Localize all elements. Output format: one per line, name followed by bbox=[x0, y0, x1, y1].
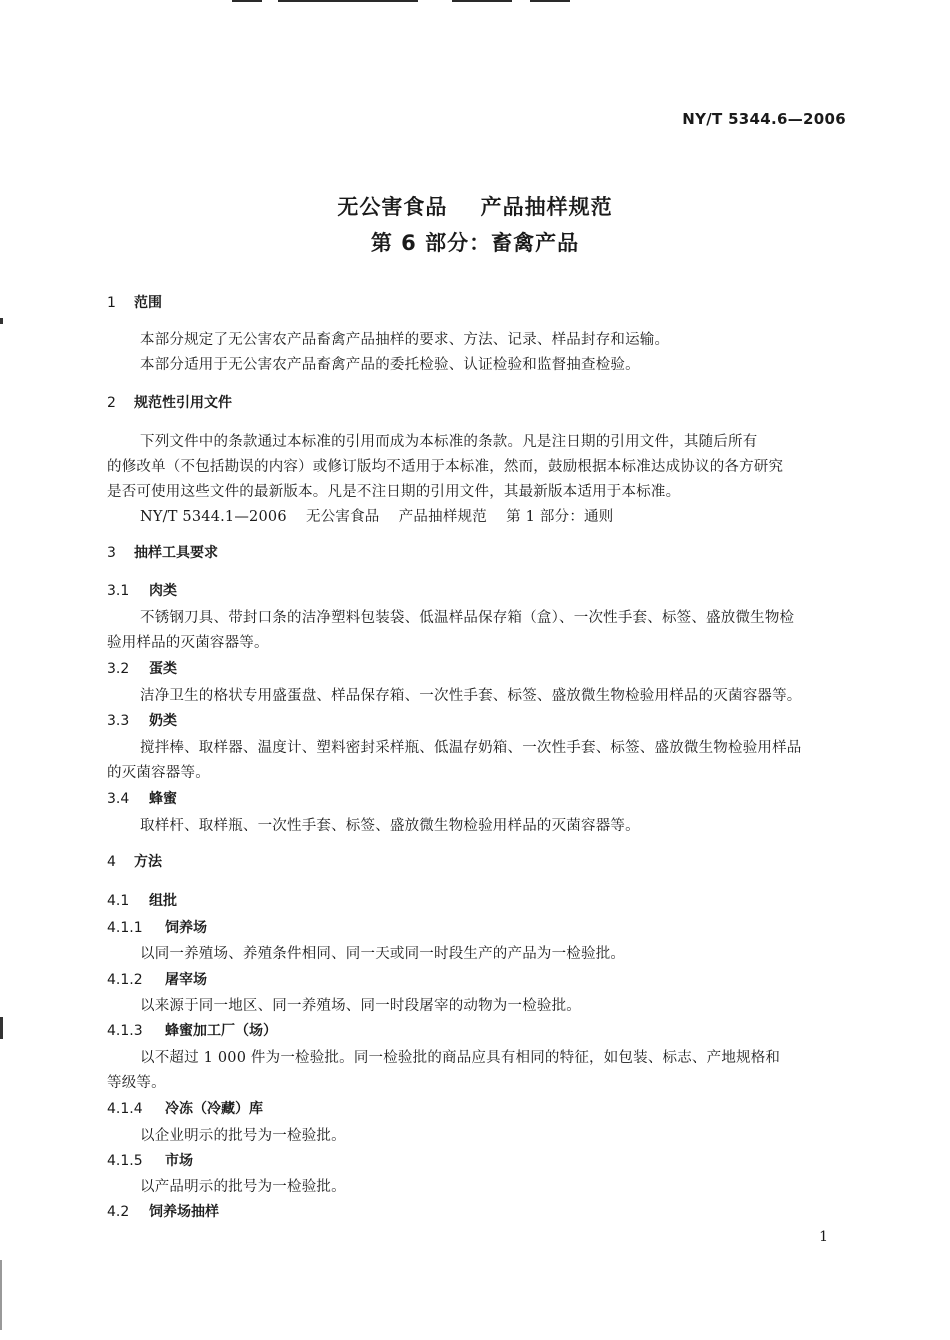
paragraph: 洁净卫生的格状专用盛蛋盘、样品保存箱、一次性手套、标签、盛放微生物检验用样品的灭菌容器等。 bbox=[140, 688, 802, 704]
subsection-heading-4-1-1: 4.1.1 饲养场 bbox=[107, 920, 207, 936]
paragraph: 下列文件中的条款通过本标准的引用而成为本标准的条款。凡是注日期的引用文件，其随后所有 bbox=[140, 434, 758, 450]
subsection-heading-3-4: 3.4 蜂蜜 bbox=[107, 791, 177, 807]
subsection-heading-4-1: 4.1 组批 bbox=[107, 893, 177, 909]
paragraph: 是否可使用这些文件的最新版本。凡是不注日期的引用文件，其最新版本适用于本标准。 bbox=[107, 484, 681, 500]
paragraph: 验用样品的灭菌容器等。 bbox=[107, 635, 269, 651]
paragraph: 以企业明示的批号为一检验批。 bbox=[140, 1128, 346, 1144]
paragraph: 等级等。 bbox=[107, 1075, 166, 1091]
standard-code: NY/T 5344.6—2006 bbox=[682, 110, 846, 128]
document-subtitle: 第 6 部分：畜禽产品 bbox=[370, 231, 580, 255]
scan-artifact-top bbox=[452, 0, 512, 2]
paragraph: 以来源于同一地区、同一养殖场、同一时段屠宰的动物为一检验批。 bbox=[140, 998, 581, 1014]
section-heading-2: 2 规范性引用文件 bbox=[107, 395, 232, 411]
subsection-heading-4-1-4: 4.1.4 冷冻（冷藏）库 bbox=[107, 1101, 263, 1117]
normative-reference: NY/T 5344.1—2006 无公害食品 产品抽样规范 第 1 部分：通则 bbox=[140, 509, 614, 525]
subsection-heading-4-1-2: 4.1.2 屠宰场 bbox=[107, 972, 207, 988]
scan-artifact-top bbox=[232, 0, 262, 2]
subsection-heading-4-1-3: 4.1.3 蜂蜜加工厂（场） bbox=[107, 1023, 277, 1039]
paragraph: 的修改单（不包括勘误的内容）或修订版均不适用于本标准，然而，鼓励根据本标准达成协议的各方研究 bbox=[107, 459, 784, 475]
scan-artifact-edge bbox=[0, 318, 3, 324]
paragraph: 以不超过 1 000 件为一检验批。同一检验批的商品应具有相同的特征，如包装、标志、产地规格和 bbox=[140, 1050, 781, 1066]
subsection-heading-3-1: 3.1 肉类 bbox=[107, 583, 177, 599]
subsection-heading-4-2: 4.2 饲养场抽样 bbox=[107, 1204, 219, 1220]
paragraph: 取样杆、取样瓶、一次性手套、标签、盛放微生物检验用样品的灭菌容器等。 bbox=[140, 818, 640, 834]
paragraph: 以同一养殖场、养殖条件相同、同一天或同一时段生产的产品为一检验批。 bbox=[140, 946, 626, 962]
scan-artifact-edge bbox=[0, 1017, 3, 1039]
subsection-heading-3-2: 3.2 蛋类 bbox=[107, 661, 177, 677]
paragraph: 不锈钢刀具、带封口条的洁净塑料包装袋、低温样品保存箱（盒）、一次性手套、标签、盛放微生物检 bbox=[140, 610, 795, 626]
paragraph: 本部分适用于无公害农产品畜禽产品的委托检验、认证检验和监督抽查检验。 bbox=[140, 357, 640, 373]
paragraph: 搅拌棒、取样器、温度计、塑料密封采样瓶、低温存奶箱、一次性手套、标签、盛放微生物检验用样品 bbox=[140, 740, 802, 756]
section-heading-3: 3 抽样工具要求 bbox=[107, 545, 218, 561]
document-title: 无公害食品 产品抽样规范 bbox=[337, 195, 613, 219]
scan-artifact-edge bbox=[0, 1260, 2, 1330]
scan-artifact-top bbox=[278, 0, 418, 2]
paragraph: 以产品明示的批号为一检验批。 bbox=[140, 1179, 346, 1195]
subsection-heading-3-3: 3.3 奶类 bbox=[107, 713, 177, 729]
paragraph: 的灭菌容器等。 bbox=[107, 765, 210, 781]
section-heading-4: 4 方法 bbox=[107, 854, 162, 870]
paragraph: 本部分规定了无公害农产品畜禽产品抽样的要求、方法、记录、样品封存和运输。 bbox=[140, 332, 670, 348]
section-heading-1: 1 范围 bbox=[107, 295, 162, 311]
scan-artifact-top bbox=[530, 0, 570, 2]
page-number: 1 bbox=[819, 1229, 828, 1245]
subsection-heading-4-1-5: 4.1.5 市场 bbox=[107, 1153, 193, 1169]
